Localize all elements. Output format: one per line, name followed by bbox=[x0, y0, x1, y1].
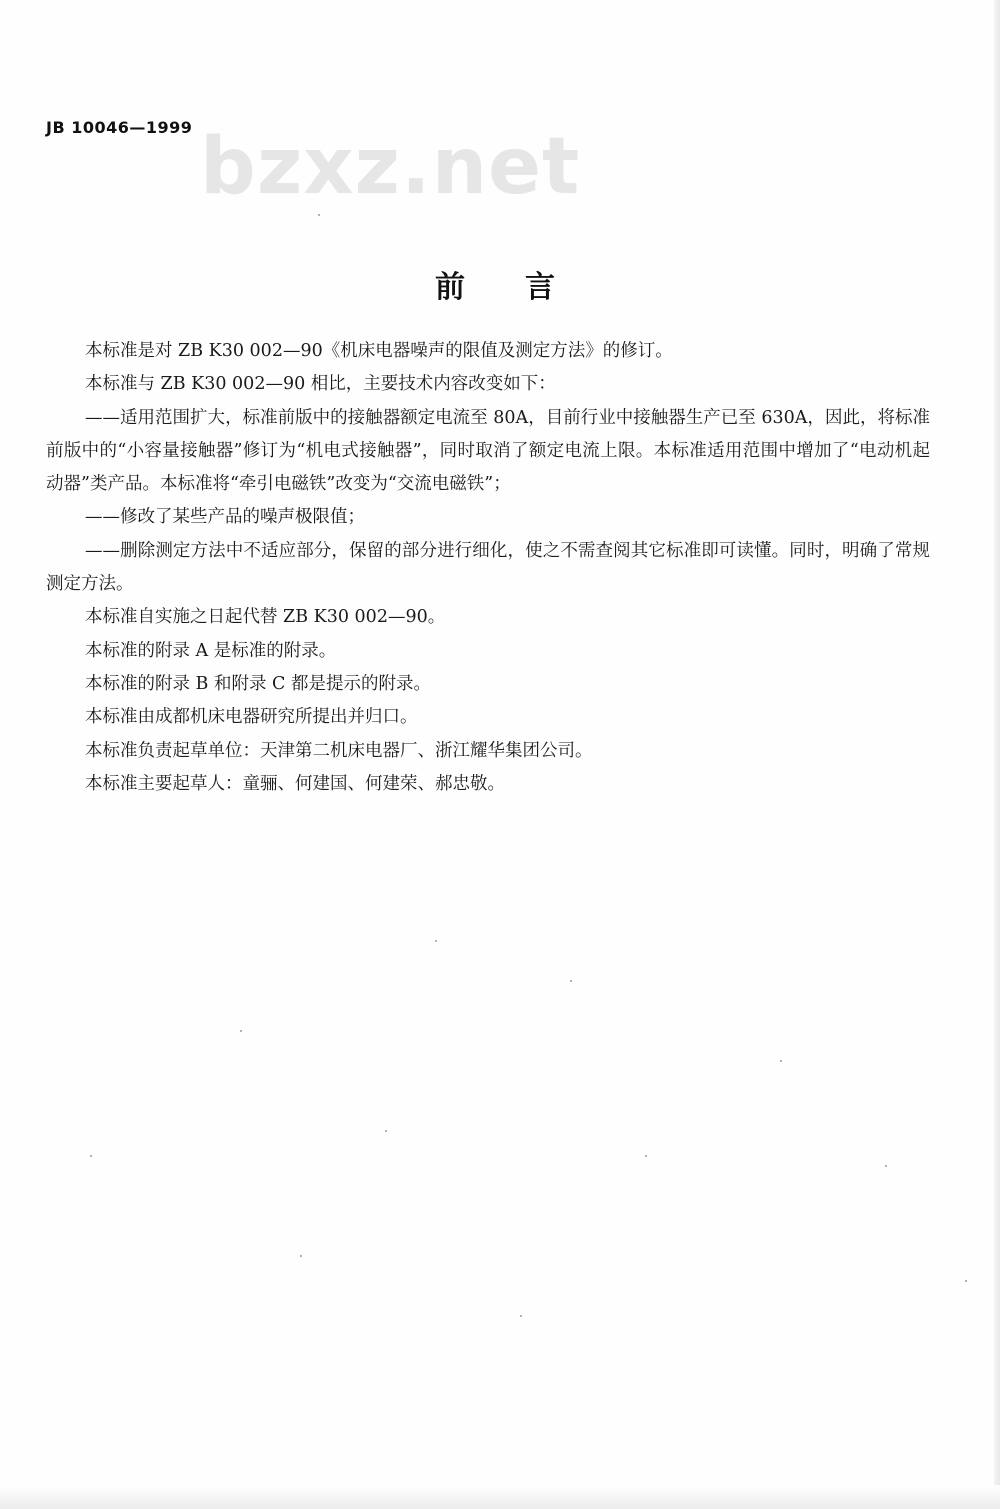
scan-speck bbox=[385, 1130, 387, 1132]
scan-speck bbox=[780, 1060, 782, 1062]
page-title: 前言 bbox=[435, 270, 615, 305]
page-bottom-shadow bbox=[0, 1485, 1000, 1509]
paragraph: ——删除测定方法中不适应部分，保留的部分进行细化，使之不需查阅其它标准即可读懂。同时，明确了常规测定方法。 bbox=[46, 540, 930, 595]
scan-speck bbox=[520, 1315, 522, 1317]
scan-speck bbox=[965, 1280, 967, 1282]
scan-speck bbox=[435, 940, 437, 942]
paragraph: 本标准自实施之日起代替 ZB K30 002—90。 bbox=[85, 607, 446, 628]
paragraph: 本标准由成都机床电器研究所提出并归口。 bbox=[85, 707, 418, 728]
scan-speck bbox=[90, 1155, 92, 1157]
scan-speck bbox=[885, 1165, 887, 1167]
paragraph: 本标准的附录 B 和附录 C 都是提示的附录。 bbox=[85, 673, 431, 694]
paragraph: 本标准是对 ZB K30 002—90《机床电器噪声的限值及测定方法》的修订。 bbox=[85, 341, 673, 361]
watermark: bzxz.net bbox=[200, 122, 581, 212]
scan-speck bbox=[570, 980, 572, 982]
paragraph: 本标准的附录 A 是标准的附录。 bbox=[85, 640, 337, 661]
paragraph: 本标准主要起草人：童骊、何建国、何建荣、郝忠敬。 bbox=[85, 773, 505, 794]
paragraph: 本标准与 ZB K30 002—90 相比，主要技术内容改变如下： bbox=[85, 374, 556, 395]
scan-speck bbox=[645, 1155, 647, 1157]
paragraph: 本标准负责起草单位：天津第二机床电器厂、浙江耀华集团公司。 bbox=[85, 740, 593, 761]
page-edge-shadow bbox=[994, 0, 1000, 1509]
paragraph: ——修改了某些产品的噪声极限值； bbox=[85, 507, 365, 528]
foreword-body bbox=[46, 335, 930, 801]
paragraph: ——适用范围扩大，标准前版中的接触器额定电流至 80A，目前行业中接触器生产已至 630A，因此，将标准前版中的“小容量接触器”修订为“机电式接触器”，同时取消了额定电流上限。本标准适用范围中增加了“电动机起动器”类产品。本标准将“牵引电磁铁”改变为“交流电磁铁”； bbox=[46, 407, 930, 495]
scan-speck bbox=[240, 1030, 242, 1032]
document-code: JB 10046—1999 bbox=[46, 118, 193, 137]
scan-speck bbox=[318, 214, 320, 216]
scan-speck bbox=[300, 1255, 302, 1257]
